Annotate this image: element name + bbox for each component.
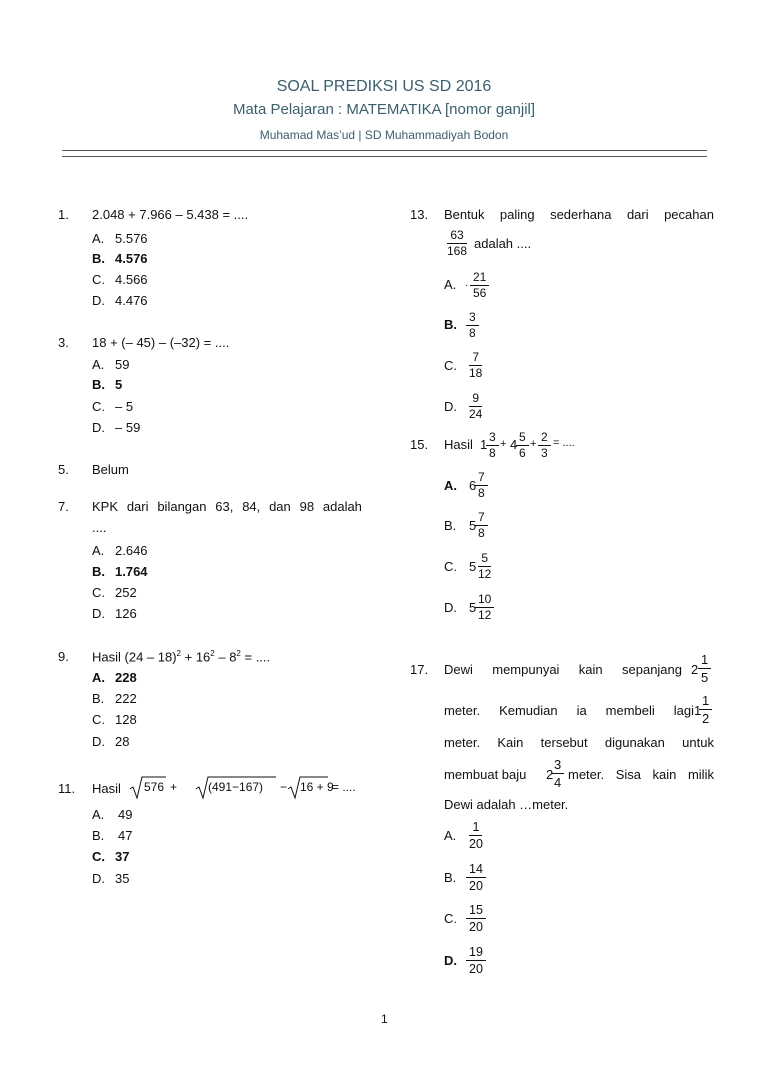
question-line: membuat baju <box>444 767 527 782</box>
option-label: A. <box>92 231 105 246</box>
option-value: 5 <box>115 377 123 392</box>
question-text <box>92 499 362 514</box>
option-label: C. <box>92 585 105 600</box>
option-label: D. <box>444 399 457 414</box>
word: dan <box>269 499 291 514</box>
option-label: D. <box>92 293 105 308</box>
fraction: $\frac{21}{56}$ <box>470 270 489 301</box>
word: adalah <box>322 499 362 514</box>
word: 98 <box>299 499 315 514</box>
option-value: 4.566 <box>115 272 148 287</box>
word: pecahan <box>664 207 714 222</box>
doc-title: SOAL PREDIKSI US SD 2016 <box>276 78 492 95</box>
option-label: C. <box>444 358 457 373</box>
whole: 4 <box>510 437 518 452</box>
question-text: Hasil <box>92 781 121 796</box>
option-label: C. <box>92 849 105 864</box>
option-label: D. <box>92 420 105 435</box>
option-label: C. <box>444 911 457 926</box>
option-label: B. <box>444 518 457 533</box>
option-label: A. <box>444 478 457 493</box>
fraction: $\frac{1}{2}$ <box>699 692 712 727</box>
fraction: $\frac{10}{12}$ <box>475 592 494 623</box>
fraction: $\frac{5}{6}$ <box>516 430 529 461</box>
option-label: A. <box>92 670 105 685</box>
option-label: B. <box>92 564 105 579</box>
option-label: C. <box>92 712 105 727</box>
option-label: D. <box>92 606 105 621</box>
word: lagi <box>673 703 694 718</box>
word: ia <box>576 703 587 718</box>
option-label: A. <box>92 543 105 558</box>
question-text: Hasil $(24 - 18)^2 + 16^2 - 8^2$ = .... <box>92 649 271 665</box>
whole: 2 <box>546 767 554 782</box>
option-label: D. <box>444 600 457 615</box>
word: sederhana <box>550 207 612 222</box>
question-text: 18 + (– 45) – (–32) = .... <box>92 335 230 350</box>
question-text <box>444 207 714 222</box>
option-value: 252 <box>115 585 137 600</box>
option-label: B. <box>92 377 105 392</box>
fraction: $\frac{19}{20}$ <box>466 944 486 977</box>
whole: 5 <box>469 600 477 615</box>
fraction: $\frac{14}{20}$ <box>466 861 486 894</box>
option-value: – 59 <box>115 420 141 435</box>
question-text: 2.048 + 7.966 – 5.438 = .... <box>92 207 249 222</box>
option-label: D. <box>92 871 105 886</box>
operator: − <box>280 780 288 794</box>
option-label: A. <box>92 357 105 372</box>
word: milik <box>687 767 714 782</box>
word: Dewi <box>444 662 473 677</box>
option-label: B. <box>92 691 105 706</box>
radicand: (491−167) <box>208 780 264 794</box>
word: KPK <box>92 499 119 514</box>
stray-dot: · <box>465 280 469 291</box>
word: bilangan <box>157 499 207 514</box>
word: untuk <box>682 735 714 750</box>
question-number: 9. <box>58 649 69 664</box>
fraction: $\frac{15}{20}$ <box>466 902 486 935</box>
question-number: 15. <box>410 437 429 452</box>
fraction: $\frac{5}{12}$ <box>478 551 492 581</box>
radicand: 16 + 9 <box>300 780 334 794</box>
question-line <box>568 767 714 782</box>
word: 63, <box>215 499 234 514</box>
option-value: 47 <box>118 828 133 843</box>
question-number: 3. <box>58 335 69 350</box>
option-value: 59 <box>115 357 130 372</box>
question-number: 13. <box>410 207 429 222</box>
fraction: $\frac{3}{8}$ <box>466 310 479 341</box>
question-number: 11. <box>58 781 76 796</box>
header-divider <box>62 150 707 157</box>
whole: 1 <box>480 437 488 452</box>
option-value: 35 <box>115 871 130 886</box>
operator: + <box>500 438 507 450</box>
option-value: 2.646 <box>115 543 148 558</box>
word: paling <box>499 207 535 222</box>
option-label: B. <box>444 317 457 332</box>
option-value: 28 <box>115 734 130 749</box>
option-value: 4.476 <box>115 293 148 308</box>
option-value: 49 <box>118 807 133 822</box>
question-text: Belum <box>92 462 129 477</box>
question-number: 5. <box>58 462 69 477</box>
operator: + <box>530 438 537 450</box>
word: Sisa <box>615 767 641 782</box>
question-line: Dewi adalah …meter. <box>444 797 569 812</box>
equals: = .... <box>332 780 356 794</box>
word: meter. <box>568 767 605 782</box>
word: Kemudian <box>499 703 558 718</box>
question-text-cont: .... <box>92 520 107 535</box>
word: dari <box>626 207 649 222</box>
word: tersebut <box>540 735 588 750</box>
fraction: $\frac{1}{5}$ <box>698 651 711 686</box>
option-label: C. <box>444 559 457 574</box>
page-number: 1 <box>381 1012 388 1026</box>
fraction: $\frac{7}{8}$ <box>475 470 488 501</box>
question-line <box>444 662 682 677</box>
question-text-cont: adalah .... <box>474 236 532 251</box>
fraction: $\frac{7}{8}$ <box>475 510 488 541</box>
question-text: Hasil <box>444 437 473 452</box>
option-label: C. <box>92 272 105 287</box>
question-number: 1. <box>58 207 69 222</box>
option-label: D. <box>444 953 457 968</box>
question-number: 17. <box>410 662 429 677</box>
fraction: $\frac{3}{8}$ <box>486 430 499 461</box>
fraction: $\frac{7}{18}$ <box>469 350 483 380</box>
option-value: 222 <box>115 691 137 706</box>
fraction: $\frac{2}{3}$ <box>538 430 551 461</box>
option-value: 228 <box>115 670 137 685</box>
whole: 5 <box>469 559 477 574</box>
word: dari <box>126 499 149 514</box>
question-line <box>444 735 714 750</box>
word: mempunyai <box>492 662 560 677</box>
word: kain <box>652 767 677 782</box>
option-value: 1.764 <box>115 564 148 579</box>
option-value: 128 <box>115 712 137 727</box>
option-value: – 5 <box>115 399 134 414</box>
whole: 6 <box>469 478 477 493</box>
fraction: $\frac{1}{20}$ <box>469 820 483 851</box>
option-value: 4.576 <box>115 251 148 266</box>
equals: = .... <box>553 437 575 449</box>
fraction: $\frac{3}{4}$ <box>551 756 564 791</box>
whole: 5 <box>469 518 477 533</box>
word: sepanjang <box>622 662 682 677</box>
option-value: 126 <box>115 606 137 621</box>
option-label: B. <box>92 828 105 843</box>
option-label: A. <box>444 828 457 843</box>
question-line <box>444 703 694 718</box>
option-value: 5.576 <box>115 231 148 246</box>
word: kain <box>578 662 603 677</box>
doc-subtitle: Mata Pelajaran : MATEMATIKA [nomor ganjil] <box>232 101 536 118</box>
option-label: A. <box>92 807 105 822</box>
option-label: C. <box>92 399 105 414</box>
operator: + <box>170 780 178 794</box>
option-value: 37 <box>115 849 130 864</box>
doc-author: Muhamad Mas’ud | SD Muhammadiyah Bodon <box>259 128 509 142</box>
whole: 2 <box>691 662 699 677</box>
question-number: 7. <box>58 499 69 514</box>
word: 84, <box>242 499 261 514</box>
whole: 1 <box>694 703 702 718</box>
word: meter. <box>444 703 481 718</box>
word: membeli <box>605 703 655 718</box>
fraction: $\frac{63}{168}$ <box>447 228 468 258</box>
word: meter. <box>444 735 481 750</box>
word: digunakan <box>604 735 665 750</box>
option-label: B. <box>444 870 457 885</box>
fraction: $\frac{9}{24}$ <box>469 391 483 421</box>
word: Bentuk <box>444 207 485 222</box>
option-label: A. <box>444 277 457 292</box>
option-label: B. <box>92 251 105 266</box>
word: Kain <box>497 735 524 750</box>
option-label: D. <box>92 734 105 749</box>
radicand: 576 <box>144 780 165 794</box>
